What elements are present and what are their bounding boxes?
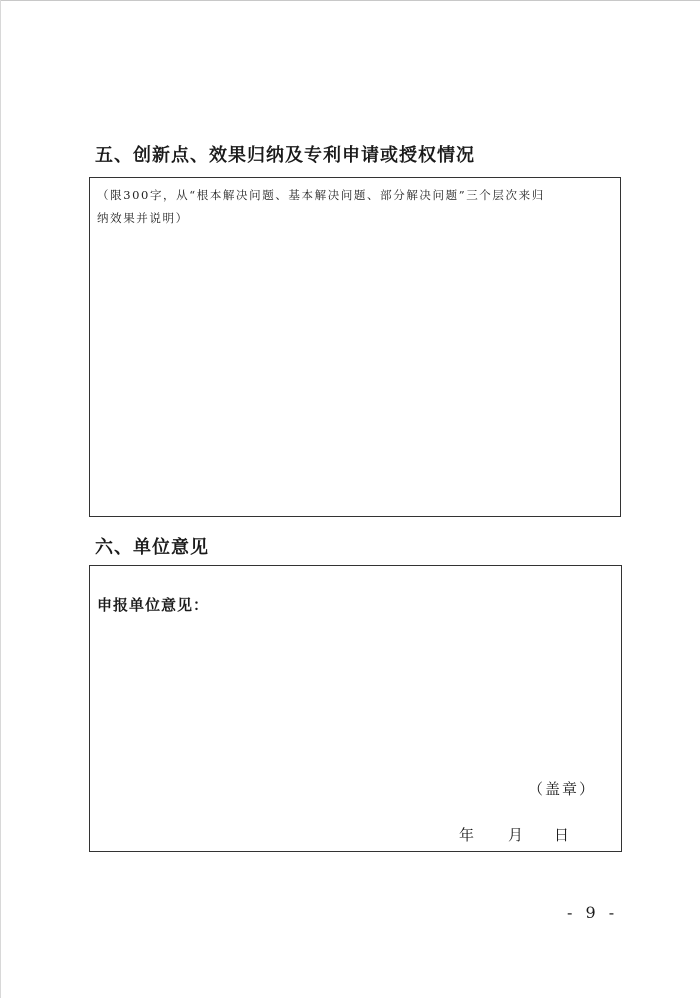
instructions-line-1: （限300字，从“根本解决问题、基本解决问题、部分解决问题”三个层次来归 [97, 188, 545, 202]
page-top-edge [0, 0, 700, 1]
innovation-summary-box[interactable] [89, 177, 621, 517]
unit-opinion-label: 申报单位意见： [97, 596, 210, 614]
section-6-heading: 六、单位意见 [95, 537, 209, 558]
page-number: - 9 - [567, 903, 619, 922]
date-day-label: 日 [554, 826, 570, 844]
innovation-summary-instructions [97, 184, 613, 230]
unit-opinion-box[interactable] [89, 565, 622, 852]
seal-label: （盖章） [528, 780, 597, 798]
instructions-line-2: 纳效果并说明） [97, 211, 189, 225]
page-left-edge [0, 0, 1, 998]
section-5-heading: 五、创新点、效果归纳及专利申请或授权情况 [95, 145, 475, 166]
date-month-label: 月 [508, 826, 524, 844]
date-year-label: 年 [459, 826, 475, 844]
